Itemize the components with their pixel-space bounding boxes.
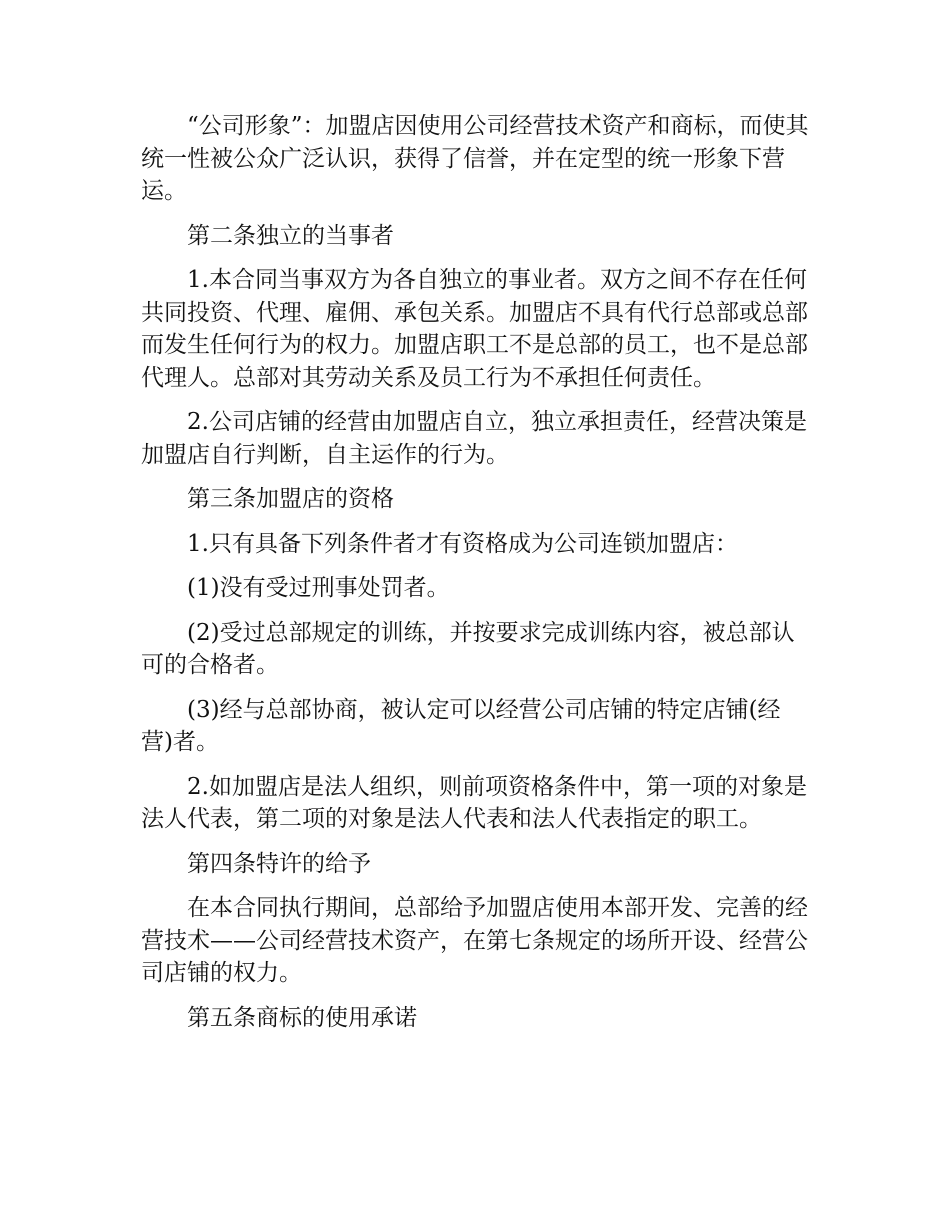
paragraph-article-3-sub-2: (2)受过总部规定的训练，并按要求完成训练内容，被总部认可的合格者。 [141, 619, 795, 678]
paragraph-article-3-sub-3: (3)经与总部协商，被认定可以经营公司店铺的特定店铺(经营)者。 [141, 696, 781, 755]
heading-article-4: 第四条特许的给予 [187, 850, 371, 877]
paragraph-article-3-item-2: 2.如加盟店是法人组织，则前项资格条件中，第一项的对象是法人代表，第二项的对象是法人代表和法人代表指定的职工。 [141, 773, 807, 832]
paragraph-article-2-item-1: 1.本合同当事双方为各自独立的事业者。双方之间不存在任何共同投资、代理、雇佣、承包关系。加盟店不具有代行总部或总部而发生任何行为的权力。加盟店职工不是总部的员工，也不是总部代理人。总部对其劳动关系及员工行为不承担任何责任。 [141, 267, 808, 391]
paragraph-article-2-item-2: 2.公司店铺的经营由加盟店自立，独立承担责任，经营决策是加盟店自行判断，自主运作的行为。 [141, 409, 807, 468]
paragraph-company-image: “公司形象”：加盟店因使用公司经营技术资产和商标，而使其统一性被公众广泛认识，获得了信誉，并在定型的统一形象下营运。 [141, 113, 809, 204]
heading-article-2: 第二条独立的当事者 [187, 222, 394, 249]
paragraph-article-3-sub-1: (1)没有受过刑事处罚者。 [187, 575, 450, 601]
heading-article-3: 第三条加盟店的资格 [187, 486, 394, 512]
document-page [141, 110, 811, 1046]
heading-article-5: 第五条商标的使用承诺 [187, 1004, 417, 1031]
paragraph-article-4: 在本合同执行期间，总部给予加盟店使用本部开发、完善的经营技术——公司经营技术资产，在第七条规定的场所开设、经营公司店铺的权力。 [141, 895, 808, 986]
paragraph-article-3-item-1: 1.只有具备下列条件者才有资格成为公司连锁加盟店： [187, 530, 738, 557]
